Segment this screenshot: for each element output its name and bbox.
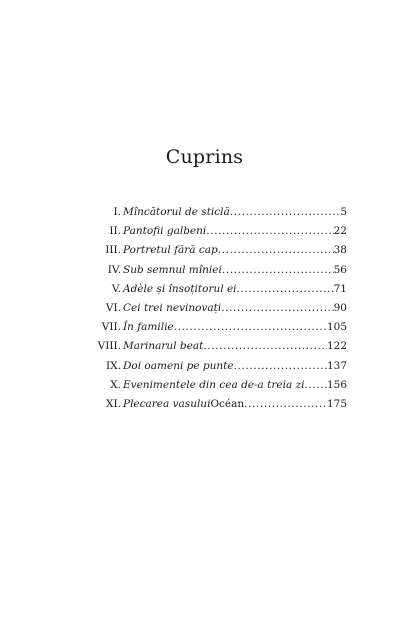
toc-entry xyxy=(75,337,347,356)
dot-leader xyxy=(222,261,334,280)
chapter-title: Sub semnul mîniei xyxy=(123,263,222,276)
toc-entry xyxy=(75,299,347,318)
dot-leader xyxy=(206,222,333,241)
chapter-title: Pantofii galbeni xyxy=(123,225,207,238)
dot-leader xyxy=(234,357,327,376)
toc-entry xyxy=(75,203,347,222)
toc-entry xyxy=(75,376,347,395)
dot-leader xyxy=(304,376,326,395)
chapter-title: Portretul fără cap xyxy=(123,244,218,257)
chapter-number: II. xyxy=(109,225,121,238)
chapter-title: Doi oameni pe punte xyxy=(123,359,234,372)
toc-entry xyxy=(75,241,347,260)
page-number: 137 xyxy=(326,359,347,372)
chapter-title: Evenimentele din cea de-a treia zi xyxy=(123,378,305,391)
chapter-title: În familie xyxy=(123,321,174,334)
page-number: 56 xyxy=(333,263,347,276)
chapter-title: Plecarea vasului xyxy=(123,397,211,410)
toc-entry xyxy=(75,261,347,280)
chapter-title: Marinarul beat xyxy=(123,340,204,353)
chapter-title: Cei trei nevinovați xyxy=(123,301,222,314)
chapter-number: III. xyxy=(105,244,121,257)
page-number: 122 xyxy=(326,340,347,353)
page-title: Cuprins xyxy=(165,146,244,168)
dot-leader xyxy=(237,280,334,299)
dot-leader xyxy=(221,299,333,318)
chapter-number: IX. xyxy=(106,359,121,372)
chapter-number: XI. xyxy=(106,397,121,410)
chapter-number: VI. xyxy=(105,301,121,314)
page-number: 105 xyxy=(326,321,347,334)
table-of-contents xyxy=(75,203,347,414)
page-number: 22 xyxy=(333,225,347,238)
ship-name: Océan xyxy=(210,397,245,410)
toc-entry xyxy=(75,395,347,414)
toc-entry xyxy=(75,222,347,241)
toc-entry xyxy=(75,357,347,376)
chapter-number: I. xyxy=(113,206,121,218)
chapter-number: VII. xyxy=(101,321,121,334)
dot-leader xyxy=(174,318,327,337)
page-number: 5 xyxy=(340,206,347,218)
toc-entry xyxy=(75,318,347,337)
page-number: 38 xyxy=(333,244,347,257)
dot-leader xyxy=(218,241,334,260)
chapter-title: Mîncătorul de sticlă xyxy=(123,206,230,218)
dot-leader xyxy=(230,203,341,222)
page-number: 175 xyxy=(326,397,347,410)
chapter-title: Adèle și însoțitorul ei xyxy=(123,282,237,295)
chapter-number: X. xyxy=(110,378,121,391)
dot-leader xyxy=(244,395,327,414)
toc-entry xyxy=(75,280,347,299)
chapter-number: VIII. xyxy=(97,340,121,353)
page-number: 90 xyxy=(333,301,347,314)
page-number: 156 xyxy=(326,378,347,391)
page-number: 71 xyxy=(333,282,347,295)
dot-leader xyxy=(203,337,327,356)
chapter-number: V. xyxy=(111,282,121,295)
chapter-number: IV. xyxy=(107,263,121,276)
